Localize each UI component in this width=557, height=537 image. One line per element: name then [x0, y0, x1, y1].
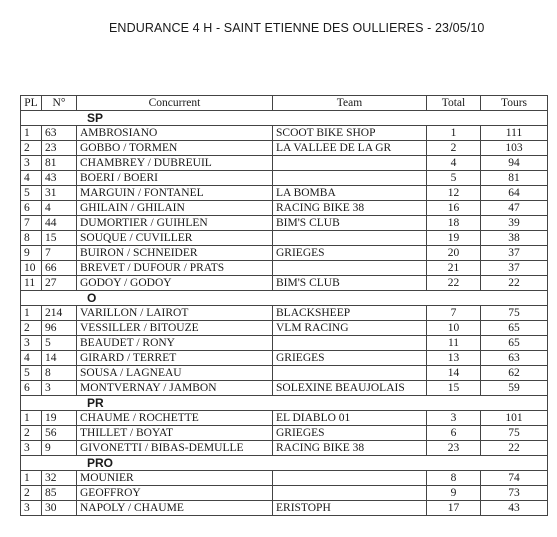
cell-total: 1 [427, 126, 481, 141]
cell-pl: 1 [21, 126, 42, 141]
cell-tours: 65 [481, 336, 548, 351]
table-row [21, 261, 548, 276]
cell-number: 23 [42, 141, 77, 156]
cell-total: 15 [427, 381, 481, 396]
cell-concurrent: GIVONETTI / BIBAS-DEMULLE [77, 441, 273, 456]
cell-tours: 81 [481, 171, 548, 186]
cell-team: RACING BIKE 38 [273, 201, 427, 216]
cell-concurrent: SOUSA / LAGNEAU [77, 366, 273, 381]
table-row [21, 186, 548, 201]
table-row [21, 171, 548, 186]
cell-pl: 9 [21, 246, 42, 261]
cell-total: 18 [427, 216, 481, 231]
cell-number: 81 [42, 156, 77, 171]
cell-team [273, 486, 427, 501]
cell-team: LA VALLEE DE LA GR [273, 141, 427, 156]
cell-concurrent: MOUNIER [77, 471, 273, 486]
cell-tours: 73 [481, 486, 548, 501]
cell-concurrent: GEOFFROY [77, 486, 273, 501]
cell-pl: 7 [21, 216, 42, 231]
table-row [21, 336, 548, 351]
table-row [21, 471, 548, 486]
cell-tours: 62 [481, 366, 548, 381]
cell-concurrent: MONTVERNAY / JAMBON [77, 381, 273, 396]
category-label: PRO [21, 456, 548, 471]
cell-team: SCOOT BIKE SHOP [273, 126, 427, 141]
cell-pl: 5 [21, 186, 42, 201]
cell-number: 30 [42, 501, 77, 516]
cell-number: 19 [42, 411, 77, 426]
cell-total: 17 [427, 501, 481, 516]
cell-concurrent: GODOY / GODOY [77, 276, 273, 291]
cell-total: 22 [427, 276, 481, 291]
cell-total: 13 [427, 351, 481, 366]
cell-team: GRIEGES [273, 246, 427, 261]
table-row [21, 156, 548, 171]
cell-pl: 3 [21, 441, 42, 456]
table-row [21, 411, 548, 426]
cell-total: 16 [427, 201, 481, 216]
cell-pl: 4 [21, 171, 42, 186]
cell-pl: 3 [21, 156, 42, 171]
cell-pl: 6 [21, 381, 42, 396]
category-row [21, 456, 548, 471]
cell-tours: 75 [481, 426, 548, 441]
cell-team: RACING BIKE 38 [273, 441, 427, 456]
cell-team: GRIEGES [273, 351, 427, 366]
cell-number: 85 [42, 486, 77, 501]
cell-team [273, 261, 427, 276]
cell-number: 5 [42, 336, 77, 351]
cell-pl: 11 [21, 276, 42, 291]
cell-team [273, 336, 427, 351]
page-title-text: ENDURANCE 4 H - SAINT ETIENNE DES OULLIERES - 23/05/10 [109, 21, 485, 35]
cell-pl: 8 [21, 231, 42, 246]
cell-total: 20 [427, 246, 481, 261]
cell-team: ERISTOPH [273, 501, 427, 516]
cell-number: 63 [42, 126, 77, 141]
cell-tours: 64 [481, 186, 548, 201]
cell-concurrent: AMBROSIANO [77, 126, 273, 141]
category-label: PR [21, 396, 548, 411]
cell-pl: 5 [21, 366, 42, 381]
cell-concurrent: VESSILLER / BITOUZE [77, 321, 273, 336]
cell-total: 10 [427, 321, 481, 336]
cell-concurrent: MARGUIN / FONTANEL [77, 186, 273, 201]
cell-tours: 37 [481, 261, 548, 276]
cell-team [273, 156, 427, 171]
category-row [21, 396, 548, 411]
cell-pl: 2 [21, 486, 42, 501]
cell-concurrent: DUMORTIER / GUIHLEN [77, 216, 273, 231]
cell-total: 19 [427, 231, 481, 246]
header-row [21, 96, 548, 111]
cell-pl: 10 [21, 261, 42, 276]
cell-pl: 2 [21, 321, 42, 336]
cell-number: 9 [42, 441, 77, 456]
table-row [21, 486, 548, 501]
cell-tours: 59 [481, 381, 548, 396]
cell-number: 44 [42, 216, 77, 231]
results-table [20, 95, 548, 516]
cell-pl: 1 [21, 411, 42, 426]
table-row [21, 321, 548, 336]
cell-concurrent: GHILAIN / GHILAIN [77, 201, 273, 216]
table-row [21, 306, 548, 321]
cell-concurrent: GOBBO / TORMEN [77, 141, 273, 156]
table-row [21, 426, 548, 441]
table-row [21, 381, 548, 396]
header-team: Team [273, 96, 427, 111]
cell-number: 66 [42, 261, 77, 276]
header-total: Total [427, 96, 481, 111]
cell-concurrent: SOUQUE / CUVILLER [77, 231, 273, 246]
cell-number: 31 [42, 186, 77, 201]
cell-total: 8 [427, 471, 481, 486]
table-row [21, 351, 548, 366]
table-row [21, 231, 548, 246]
cell-tours: 75 [481, 306, 548, 321]
cell-concurrent: CHAUME / ROCHETTE [77, 411, 273, 426]
cell-total: 9 [427, 486, 481, 501]
cell-team: LA BOMBA [273, 186, 427, 201]
header-tours: Tours [481, 96, 548, 111]
cell-concurrent: BUIRON / SCHNEIDER [77, 246, 273, 261]
cell-tours: 103 [481, 141, 548, 156]
cell-tours: 111 [481, 126, 548, 141]
cell-number: 7 [42, 246, 77, 261]
cell-team [273, 171, 427, 186]
cell-total: 2 [427, 141, 481, 156]
cell-team: GRIEGES [273, 426, 427, 441]
cell-tours: 65 [481, 321, 548, 336]
cell-total: 3 [427, 411, 481, 426]
cell-number: 43 [42, 171, 77, 186]
table-row [21, 501, 548, 516]
cell-team: BLACKSHEEP [273, 306, 427, 321]
cell-team: EL DIABLO 01 [273, 411, 427, 426]
cell-number: 56 [42, 426, 77, 441]
cell-total: 12 [427, 186, 481, 201]
cell-number: 214 [42, 306, 77, 321]
cell-tours: 22 [481, 276, 548, 291]
header-pl: PL [21, 96, 42, 111]
cell-pl: 3 [21, 501, 42, 516]
cell-team [273, 366, 427, 381]
cell-team: BIM'S CLUB [273, 216, 427, 231]
category-row [21, 111, 548, 126]
cell-total: 4 [427, 156, 481, 171]
cell-concurrent: NAPOLY / CHAUME [77, 501, 273, 516]
cell-total: 21 [427, 261, 481, 276]
table-row [21, 441, 548, 456]
cell-number: 8 [42, 366, 77, 381]
cell-concurrent: BEAUDET / RONY [77, 336, 273, 351]
cell-number: 96 [42, 321, 77, 336]
cell-total: 23 [427, 441, 481, 456]
category-label: SP [21, 111, 548, 126]
cell-team: VLM RACING [273, 321, 427, 336]
cell-tours: 22 [481, 441, 548, 456]
cell-concurrent: VARILLON / LAIROT [77, 306, 273, 321]
cell-tours: 38 [481, 231, 548, 246]
cell-team [273, 471, 427, 486]
cell-pl: 2 [21, 426, 42, 441]
table-row [21, 141, 548, 156]
category-row [21, 291, 548, 306]
cell-team: SOLEXINE BEAUJOLAIS [273, 381, 427, 396]
cell-number: 14 [42, 351, 77, 366]
cell-total: 5 [427, 171, 481, 186]
header-concurrent: Concurrent [77, 96, 273, 111]
cell-pl: 6 [21, 201, 42, 216]
table-row [21, 216, 548, 231]
cell-tours: 63 [481, 351, 548, 366]
cell-tours: 74 [481, 471, 548, 486]
table-row [21, 366, 548, 381]
table-row [21, 276, 548, 291]
cell-tours: 101 [481, 411, 548, 426]
header-number: N° [42, 96, 77, 111]
cell-team [273, 231, 427, 246]
cell-pl: 3 [21, 336, 42, 351]
cell-pl: 1 [21, 471, 42, 486]
cell-tours: 94 [481, 156, 548, 171]
cell-number: 4 [42, 201, 77, 216]
cell-number: 3 [42, 381, 77, 396]
cell-total: 11 [427, 336, 481, 351]
table-row [21, 246, 548, 261]
cell-concurrent: GIRARD / TERRET [77, 351, 273, 366]
table-row [21, 201, 548, 216]
cell-pl: 1 [21, 306, 42, 321]
cell-tours: 47 [481, 201, 548, 216]
category-label: O [21, 291, 548, 306]
cell-pl: 4 [21, 351, 42, 366]
cell-tours: 43 [481, 501, 548, 516]
cell-number: 15 [42, 231, 77, 246]
cell-concurrent: THILLET / BOYAT [77, 426, 273, 441]
cell-pl: 2 [21, 141, 42, 156]
cell-total: 6 [427, 426, 481, 441]
cell-concurrent: CHAMBREY / DUBREUIL [77, 156, 273, 171]
cell-concurrent: BREVET / DUFOUR / PRATS [77, 261, 273, 276]
cell-concurrent: BOERI / BOERI [77, 171, 273, 186]
cell-tours: 39 [481, 216, 548, 231]
cell-total: 7 [427, 306, 481, 321]
cell-total: 14 [427, 366, 481, 381]
cell-number: 32 [42, 471, 77, 486]
cell-team: BIM'S CLUB [273, 276, 427, 291]
cell-tours: 37 [481, 246, 548, 261]
table-row [21, 126, 548, 141]
cell-number: 27 [42, 276, 77, 291]
